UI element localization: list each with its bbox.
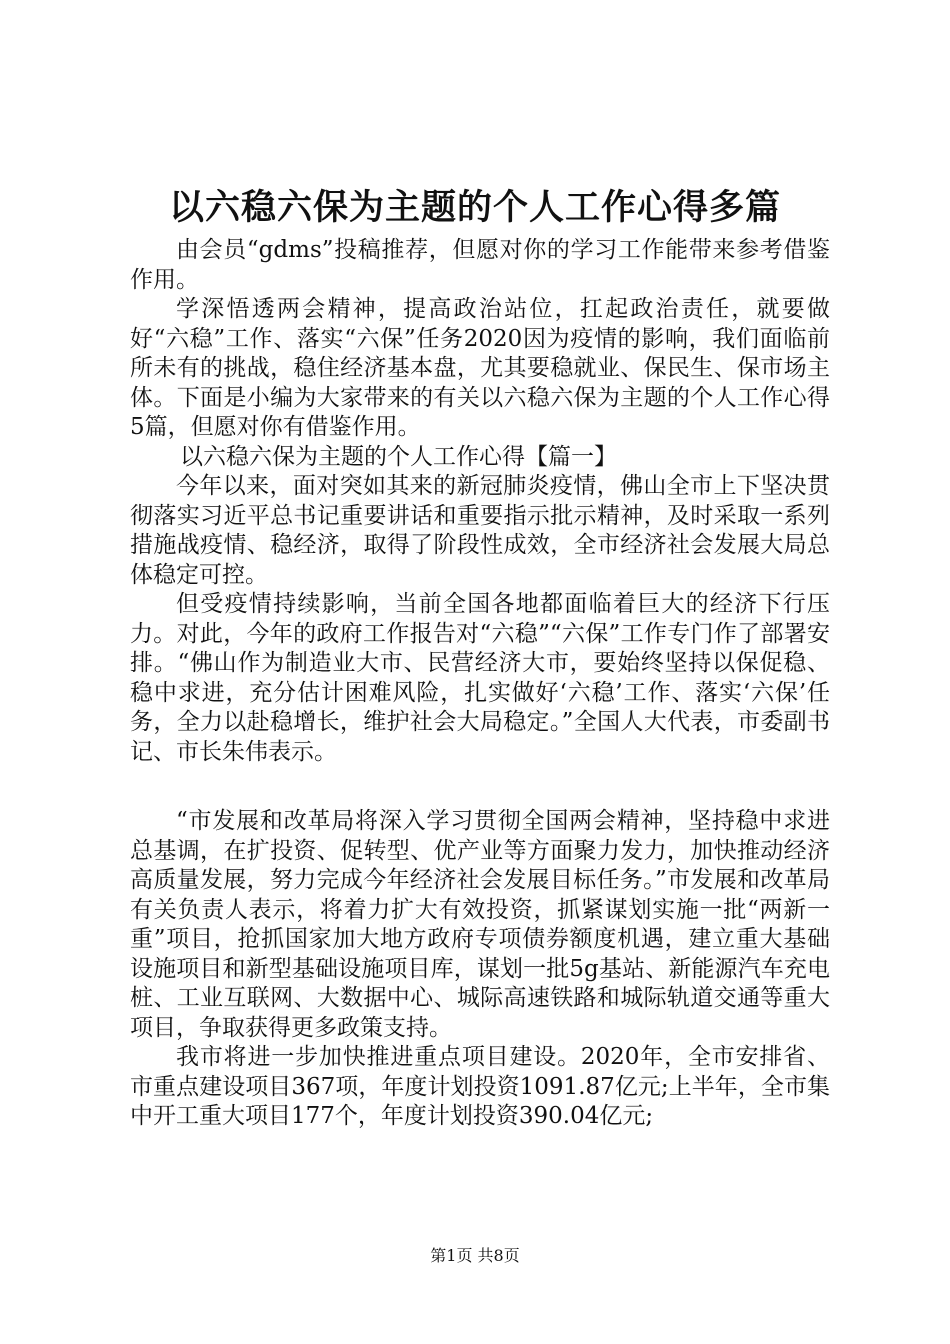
paragraph-body-4: 我市将进一步加快推进重点项目建设。2020年，全市安排省、市重点建设项目367项，年度计划投资1091.87亿元;上半年，全市集中开工重大项目177个，年度计划投资390.04亿元; — [130, 1044, 830, 1129]
paragraph-intro: 由会员“gdms”投稿推荐，但愿对你的学习工作能带来参考借鉴作用。 — [130, 237, 830, 293]
paragraph-body-3: “市发展和改革局将深入学习贯彻全国两会精神，坚持稳中求进总基调，在扩投资、促转型、优产业等方面聚力发力，加快推动经济高质量发展，努力完成今年经济社会发展目标任务。”市发展和改革局有关负责人表示，将着力扩大有效投资，抓紧谋划实施一批“两新一重”项目，抢抓国家加大地方政府专项债券额度机遇，建立重大基础设施项目和新型基础设施项目库，谋划一批5g基站、新能源汽车充电桩、工业互联网、大数据中心、城际高速铁路和城际轨道交通等重大项目，争取获得更多政策支持。 — [130, 808, 830, 1041]
section-heading: 以六稳六保为主题的个人工作心得【篇一】 — [180, 443, 617, 470]
paragraph-summary: 学深悟透两会精神，提高政治站位，扛起政治责任，就要做好“六稳”工作、落实“六保”任务2020因为疫情的影响，我们面临前所未有的挑战，稳住经济基本盘，尤其要稳就业、保民生、保市场主体。下面是小编为大家带来的有关以六稳六保为主题的个人工作心得5篇，但愿对你有借鉴作用。 — [130, 296, 830, 440]
document-title: 以六稳六保为主题的个人工作心得多篇 — [168, 187, 781, 228]
paragraph-body-2: 但受疫情持续影响，当前全国各地都面临着巨大的经济下行压力。对此，今年的政府工作报告对“六稳”“六保”工作专门作了部署安排。“佛山作为制造业大市、民营经济大市，要始终坚持以保促稳、稳中求进，充分估计困难风险，扎实做好‘六稳’工作、落实‘六保’任务，全力以赴稳增长，维护社会大局稳定。”全国人大代表，市委副书记、市长朱伟表示。 — [130, 591, 830, 765]
paragraph-spacer — [130, 767, 830, 807]
document-body — [130, 236, 830, 1132]
page-number-footer: 第1页 共8页 — [430, 1246, 520, 1265]
paragraph-body-1: 今年以来，面对突如其来的新冠肺炎疫情，佛山全市上下坚决贯彻落实习近平总书记重要讲话和重要指示批示精神，及时采取一系列措施战疫情、稳经济，取得了阶段性成效，全市经济社会发展大局总体稳定可控。 — [130, 473, 830, 588]
